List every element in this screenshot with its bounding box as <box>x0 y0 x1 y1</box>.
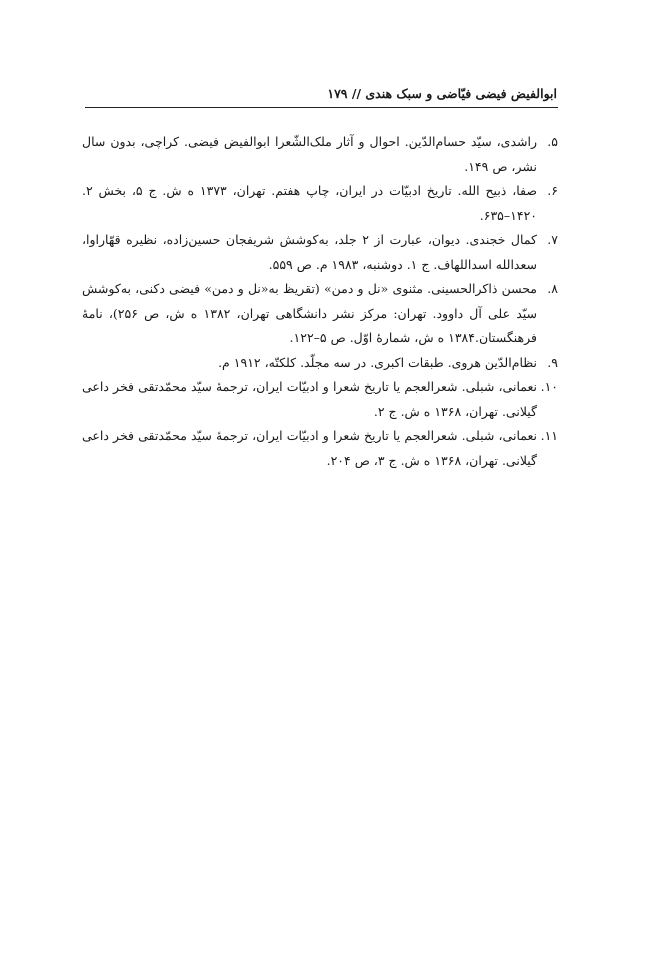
endnote-number: ۵. <box>547 134 558 149</box>
endnote-item <box>82 424 558 473</box>
endnote-number: ۹. <box>547 354 558 370</box>
endnote-item <box>82 277 558 351</box>
endnote-number: ۷. <box>547 232 558 247</box>
endnote-text: راشدی، سیّد حسام‌الدّین. احوال و آثار ملک‌الشّعرا ابوالفیض فیضی. کراچی، بدون سال نشر، ص ۱۴۹. <box>82 134 537 174</box>
endnote-text: کمال خجندی. دیوان، عبارت از ۲ جلد، به‌کوشش شریفجان حسین‌زاده، نظیره قهّاراوا، سعدالله اسداللهاف. ج ۱. دوشنبه، ۱۹۸۳ م. ص ۵۵۹. <box>82 232 537 272</box>
running-head: ابوالفیض فیضی فیّاضی و سبک هندی // ۱۷۹ <box>327 86 557 101</box>
endnote-number: ۶. <box>547 183 558 198</box>
header-rule <box>85 107 558 108</box>
endnote-item <box>82 375 558 424</box>
endnote-text: نعمانی، شبلی. شعرالعجم یا تاریخ شعرا و ادبیّات ایران، ترجمهٔ سیّد محمّدتقی فخر داعی گیلانی. تهران، ۱۳۶۸ ه ش. ج ۲. <box>82 379 537 419</box>
endnote-item <box>82 228 558 277</box>
endnote-number: ۱۰. <box>540 379 558 394</box>
endnote-item <box>82 130 558 179</box>
endnote-text: محسن ذاکرالحسینی. مثنوی «نل و دمن» (تقریظ به«نل و دمن» فیضی دکنی، به‌کوشش سیّد علی آل داوود. تهران: مرکز نشر دانشگاهی تهران، ۱۳۸۲ ه ش، ص ۲۵۶)، نامهٔ فرهنگستان.۱۳۸۴ ه ش، شمارهٔ اوّل. ص ۵–۱۲۲. <box>82 281 537 345</box>
endnote-item <box>82 179 558 228</box>
endnote-number: ۱۱. <box>540 428 558 443</box>
endnotes-list <box>82 130 558 473</box>
endnote-text: نظام‌الدّین هروی. طبقات اکبری. در سه مجلّد. کلکتّه، ۱۹۱۲ م. <box>218 354 537 370</box>
endnote-item <box>82 351 558 376</box>
endnote-number: ۸. <box>547 281 558 296</box>
endnote-text: صفا، ذبیح الله. تاریخ ادبیّات در ایران، چاپ هفتم. تهران، ۱۳۷۳ ه ش. ج ۵، بخش ۲. ۱۴۲۰–۶۳۵. <box>82 183 537 223</box>
endnote-text: نعمانی، شبلی. شعرالعجم یا تاریخ شعرا و ادبیّات ایران، ترجمهٔ سیّد محمّدتقی فخر داعی گیلانی. تهران، ۱۳۶۸ ه ش. ج ۳، ص ۲۰۴. <box>82 428 537 468</box>
